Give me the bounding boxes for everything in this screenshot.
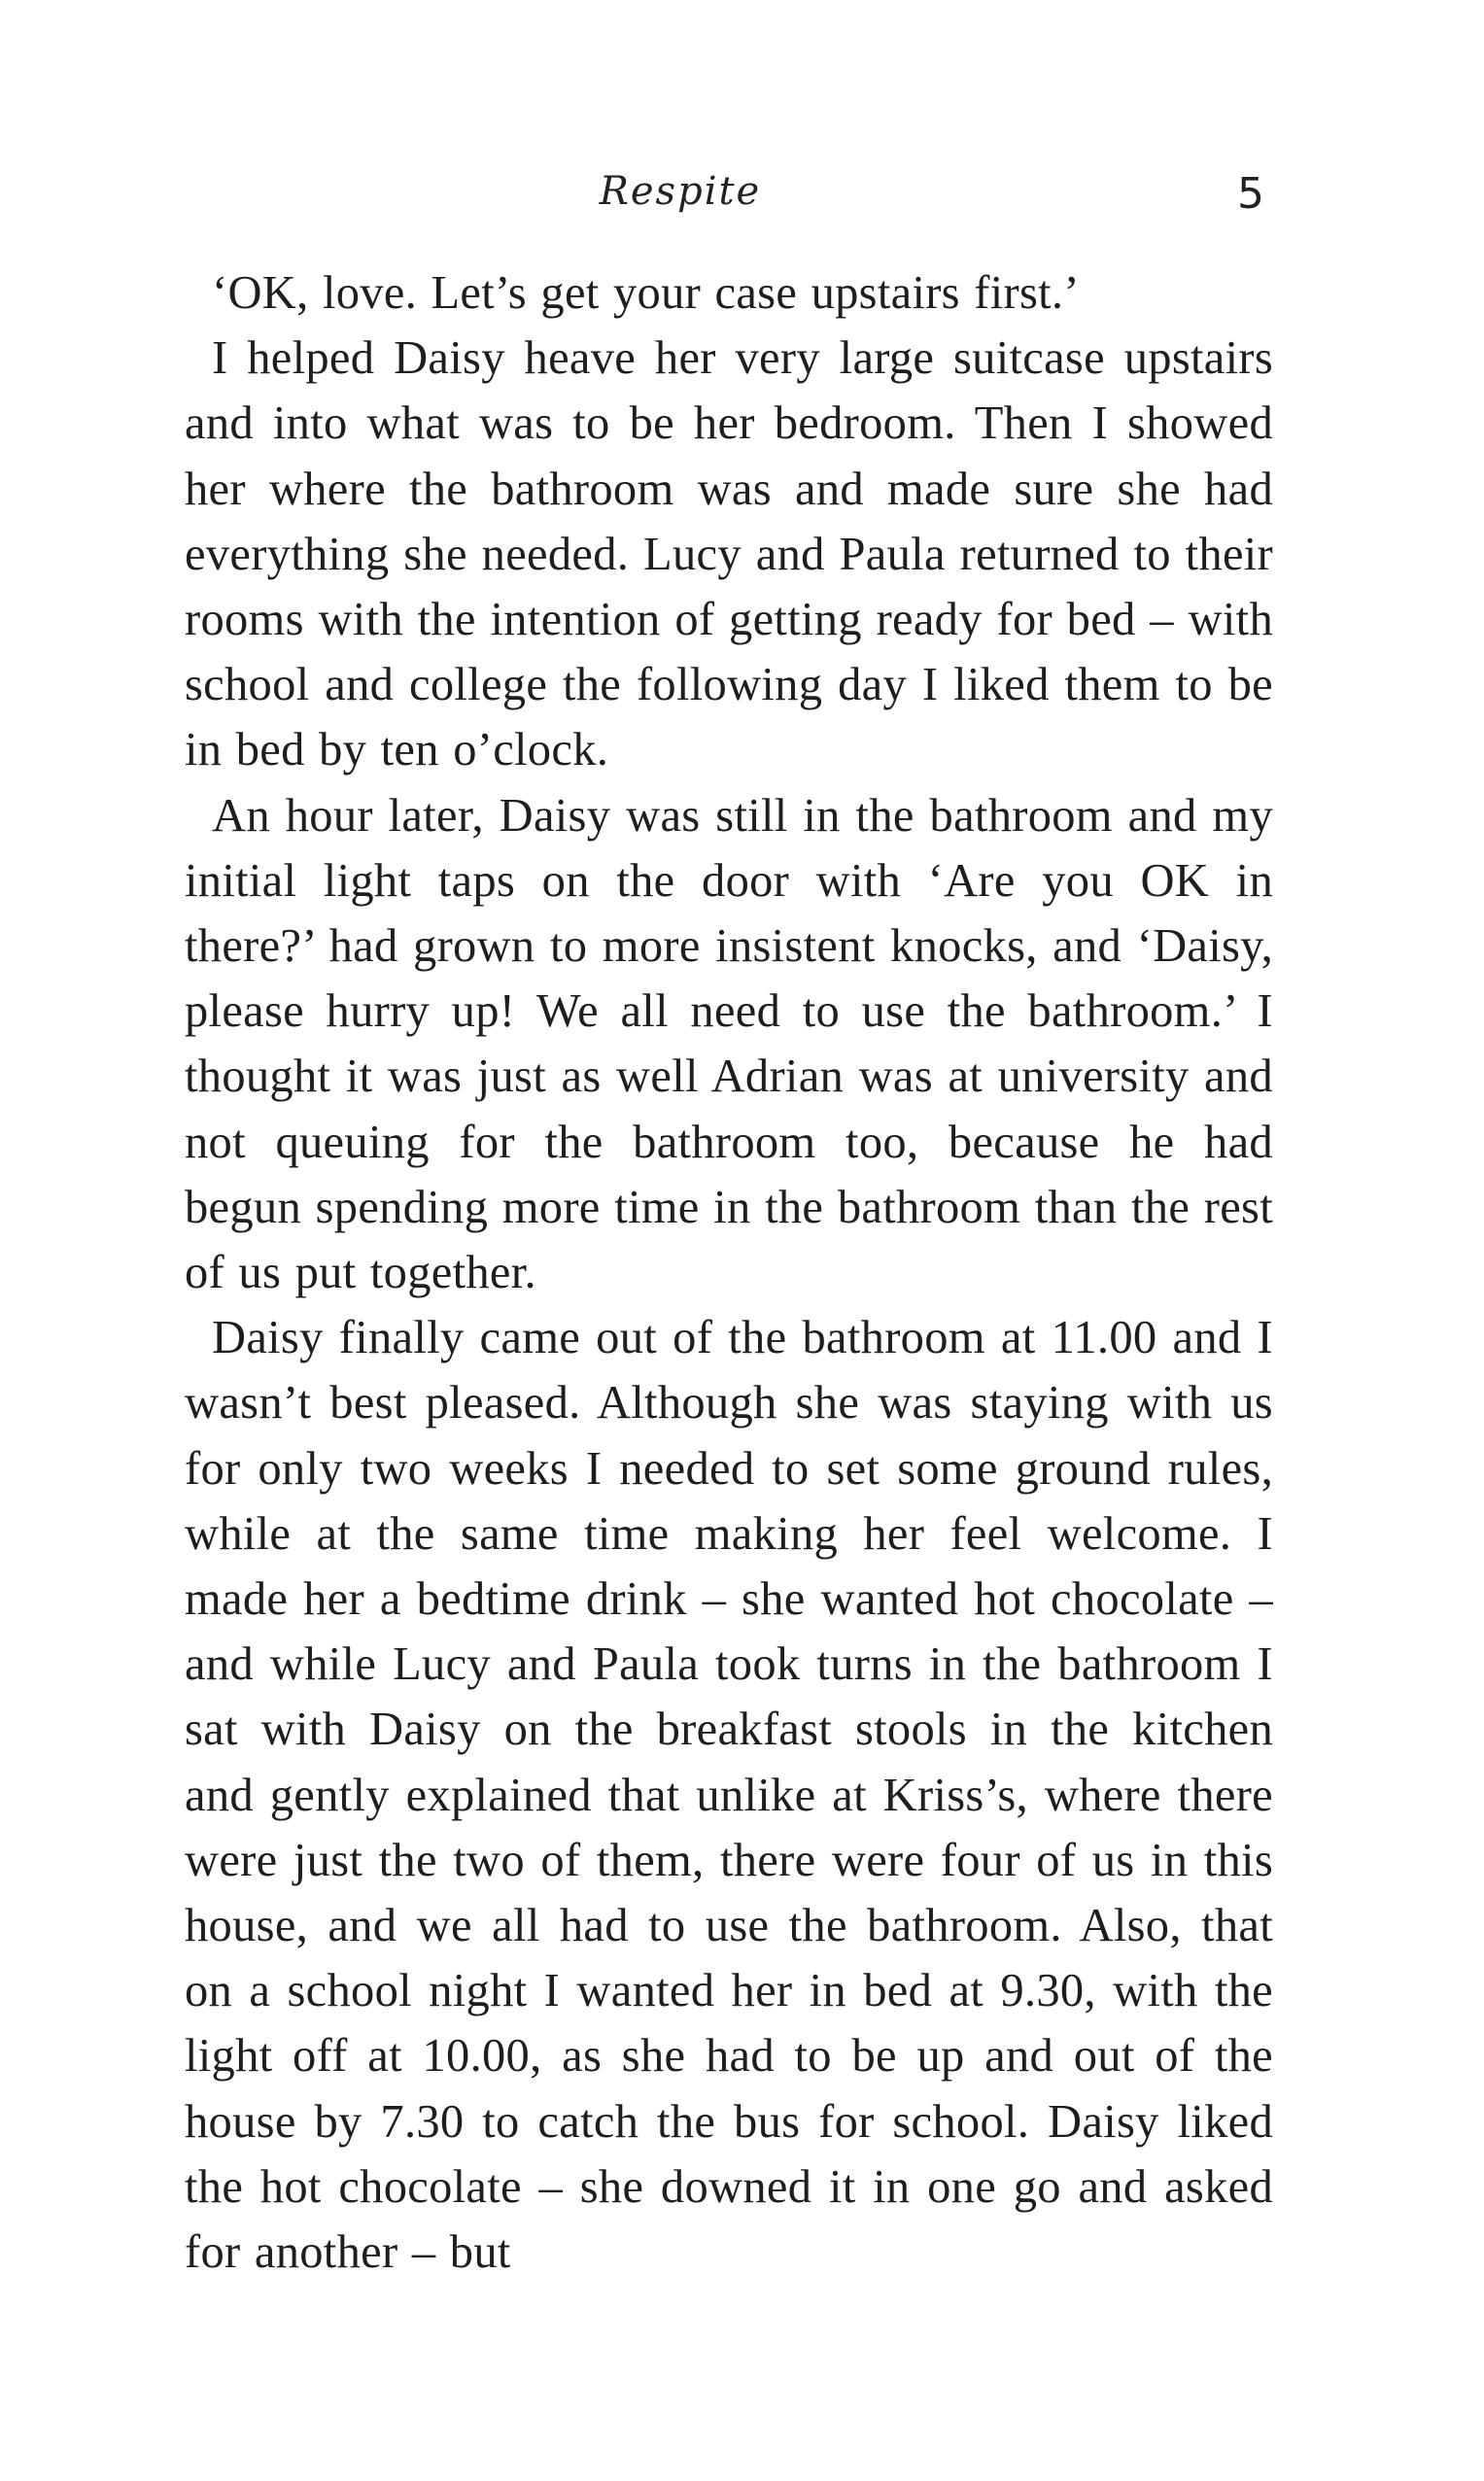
chapter-title: Respite xyxy=(599,169,762,214)
paragraph-3: An hour later, Daisy was still in the bathroom and my initial light taps on the door with ‘Are you OK in there?’ had grown to more insistent knocks, and ‘Daisy, please hurry up! We all need to use the bathroom.’ I thought it was just as well Adrian was at university and not queuing for the bathroom too, because he had begun spending more time in the bathroom than the rest of us put together. xyxy=(185,789,1273,1299)
paragraph-1: ‘OK, love. Let’s get your case upstairs first.’ xyxy=(212,267,1080,319)
running-head xyxy=(0,165,1484,243)
paragraph-2: I helped Daisy heave her very large suitcase upstairs and into what was to be her bedroom. Then I showed her where the bathroom was and made sure she had everything she needed. Lucy and Paula returned to their rooms with the intention of getting ready for bed – with school and college the following day I liked them to be in bed by ten o’clock. xyxy=(185,332,1273,776)
body-text xyxy=(185,260,1273,2285)
paragraph-4: Daisy finally came out of the bathroom at 11.00 and I wasn’t best pleased. Although she was staying with us for only two weeks I needed to set some ground rules, while at the same time making her feel welcome. I made her a bedtime drink – she wanted hot chocolate – and while Lucy and Paula took turns in the bathroom I sat with Daisy on the breakfast stools in the kitchen and gently explained that unlike at Kriss’s, where there were just the two of them, there were four of us in this house, and we all had to use the bathroom. Also, that on a school night I wanted her in bed at 9.30, with the light off at 10.00, as she had to be up and out of the house by 7.30 to catch the bus for school. Daisy liked the hot chocolate – she downed it in one go and asked for another – but xyxy=(185,1312,1273,2279)
page-number: 5 xyxy=(1237,169,1264,219)
